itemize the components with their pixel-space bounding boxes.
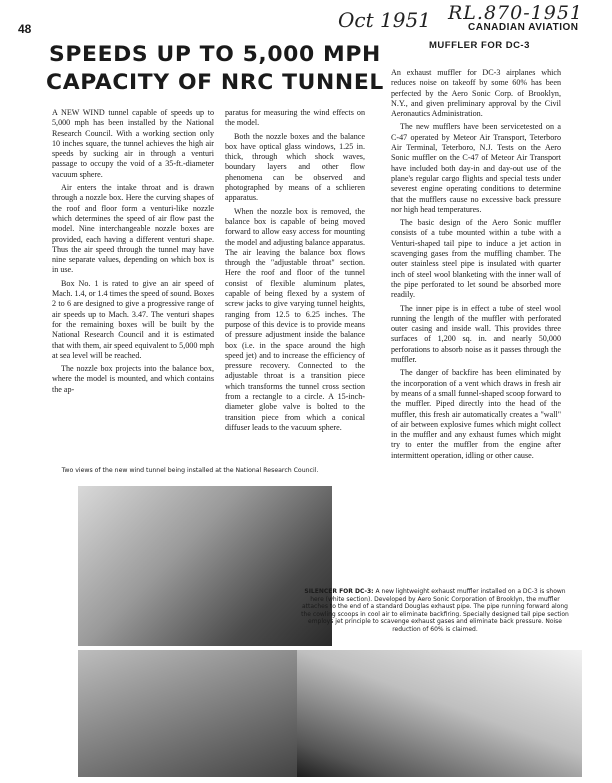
article-paragraph: paratus for measuring the wind effects on the model.: [225, 108, 365, 128]
muffler-paragraph: The danger of backfire has been eliminated by the incorporation of a vent which draws in fresh air by means of a small funnel-shaped scoop forward to the muffler. Piped directly into the head of the muffler, this fresh air automatically creates a "wall" of air between explosive fumes which might collect in the muffler and any exhaust fumes which might try to enter the muffler from the engine after intermittent operation, idling or other cause.: [391, 368, 561, 460]
muffler-paragraph: An exhaust muffler for DC-3 airplanes which reduces noise on takeoff by some 60% has been perfected by the Aero Sonic Corp. of Brooklyn, N.Y., and given preliminary approval by the Civil Aeronautics Administration.: [391, 68, 561, 119]
article-paragraph: The nozzle box projects into the balance box, where the model is mounted, and which contains the ap-: [52, 364, 214, 394]
muffler-paragraph: The inner pipe is in effect a tube of steel wool running the length of the muffler with perforated outer casing and inside wall. This provides three surfaces of 1,200 sq. in. and nearly 50,000 perforations to absorb noise as it passes through the muffler.: [391, 303, 561, 365]
article-paragraph: Box No. 1 is rated to give an air speed of Mach. 1.4, or 1.4 times the speed of sound. Boxes 2 to 6 are designed to give a progressive range of air speeds up to Mach. 3.47. The venturi shapes for the remaining boxes will be built by the National Research Council and it is estimated that with them, air speed equivalent to 5,000 mph at sea level will be reached.: [52, 278, 214, 360]
article-paragraph: Both the nozzle boxes and the balance box have optical glass windows, 1.25 in. thick, through which shock waves, boundary layers and other flow phenomena can be observed and photographed by means of a schlieren apparatus.: [225, 131, 365, 203]
article-paragraph: Air enters the intake throat and is drawn through a nozzle box. Here the curving shapes of the roof and floor form a venturi-like nozzle which determines the speed of air flow past the model. Nine interchangeable nozzle boxes are provided, each having a different venturi shape. Thus the air speed through the tunnel may have nine separate values, depending on which box is in use.: [52, 183, 214, 275]
muffler-heading: MUFFLER FOR DC-3: [429, 40, 530, 51]
muffler-paragraph: The new mufflers have been servicetested on a C-47 operated by Meteor Air Transport, Teterboro Air Terminal, Teterboro, N.J. Tests on the Aero Sonic muffler on the C-47 of Meteor Air Transport have included both day-in and day-out use of the plane's regular cargo flights and special tests under severest engine operating conditions to determine that the mufflers cause no excessive back pressure nor high head temperatures.: [391, 122, 561, 214]
handwritten-date: Oct 1951: [338, 8, 431, 32]
muffler-paragraph: The basic design of the Aero Sonic muffler consists of a tube mounted within a tube with a Venturi-shaped tail pipe to induce a jet action in scavenging gases from the muffling chamber. The outer stainless steel pipe is insulated with quarter inch of steel wool blanketing with the inner wall of the pipe perforated to let sound be absorbed more readily.: [391, 218, 561, 300]
publication-name: CANADIAN AVIATION: [468, 22, 579, 33]
muffler-column: [391, 68, 561, 464]
silencer-photo-caption: [299, 588, 571, 634]
dc3-muffler-photo: [297, 650, 582, 777]
handwritten-reference: RL.870-1951: [448, 2, 584, 24]
article-column-1: [52, 108, 214, 398]
article-paragraph: When the nozzle box is removed, the balance box is capable of being moved forward to allow easy access for mounting the model and adjusting balance apparatus. The air leaving the balance box flows through the "adjustable throat" section. Here the roof and floor of the tunnel consist of flexible aluminum plates, capable of being flexed by a system of screw jacks to give varying tunnel heights, ranging from 12.5 to 6.25 inches. The purpose of this device is to provide means of pressure adjustment inside the balance box (i.e. in the space around the high speed jet) and to increase the efficiency of pressure recovery. Connected to the adjustable throat is a transition piece which transforms the tunnel cross section from a rectangle to a circle. A 15-inch-diameter globe valve is bolted to the transition piece from which a conical diffuser leads to the vacuum sphere.: [225, 206, 365, 432]
silencer-caption-text: A new lightweight exhaust muffler installed on a DC-3 is shown here (white section). Developed by Aero Sonic Corporation of Brooklyn, the muffler attaches to the end of a standard Douglas exhaust pipe. The pipe running forward along the cowling scoops in cool air to eliminate backfiring. Specially designed tail pipe section employs jet principle to scavenge exhaust gases and eliminate back pressure. Noise reduction of 60% is claimed.: [301, 588, 569, 633]
article-column-2: [225, 108, 365, 436]
silencer-caption-lead: SILENCER FOR DC-3:: [304, 588, 374, 595]
page-number: 48: [18, 22, 32, 36]
tunnel-photo-caption: Two views of the new wind tunnel being installed at the National Research Council.: [61, 467, 319, 474]
headline: SPEEDS UP TO 5,000 MPH CAPACITY OF NRC TUNNEL: [46, 42, 384, 94]
wind-tunnel-photo-bottom: [78, 650, 332, 777]
wind-tunnel-photo-top: [78, 486, 332, 646]
article-paragraph: A NEW WIND tunnel capable of speeds up to 5,000 mph has been installed by the National Research Council. With a working section only 10 inches square, the tunnel achieves the high air speeds by sucking air in through a venturi passage to occupy the void of a 35-ft.-diameter vacuum sphere.: [52, 108, 214, 179]
